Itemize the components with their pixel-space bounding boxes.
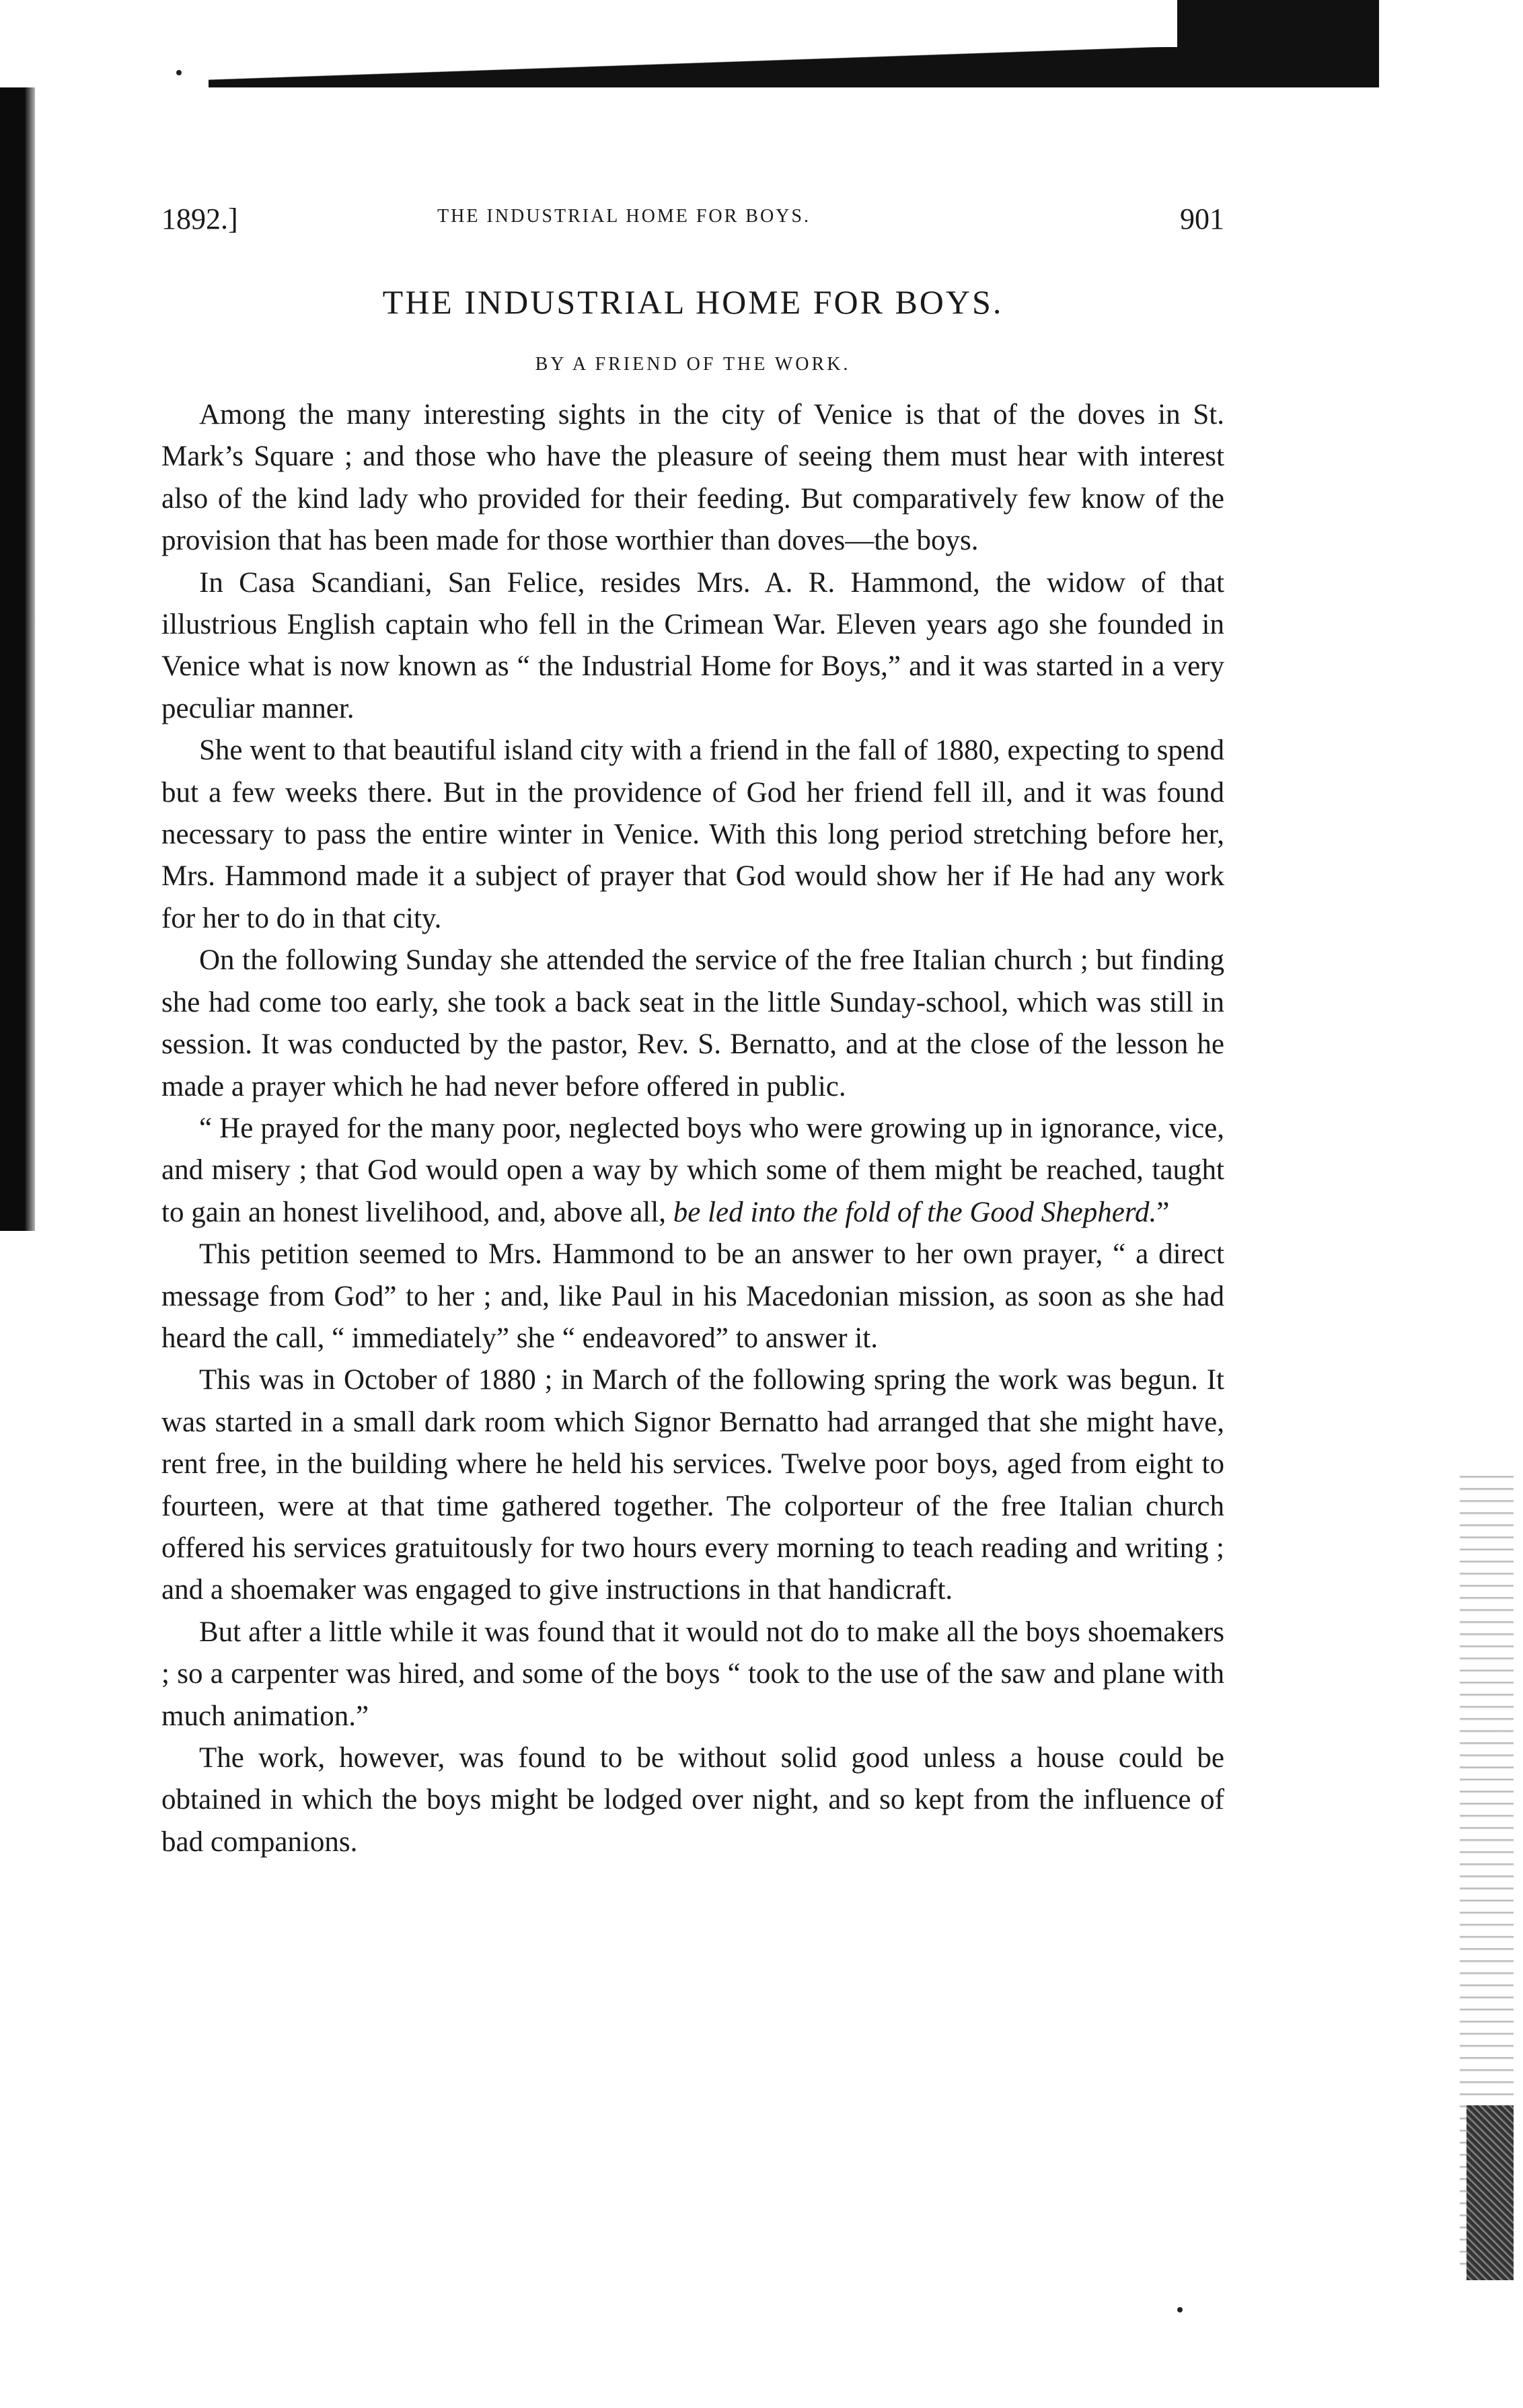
scan-artifact-left-edge: [0, 87, 35, 1231]
paragraph: But after a little while it was found that it would not do to make all the boys shoemakers ; so a carpenter was hired, and some of the boys “ took to the use of the saw and plane with much animation.”: [161, 1616, 1224, 1732]
scan-artifact-top-corner: [1177, 0, 1379, 87]
document-page: [161, 202, 1224, 1863]
quote-close: ”: [1156, 1196, 1170, 1228]
quote-italic: be led into the fold of the Good Shepherd.: [673, 1196, 1157, 1228]
scan-artifact-dot: [1177, 2307, 1183, 2312]
quote-text: “ He prayed for the many poor, neglected boys who were growing up in ignorance, vice, and misery ; that God would open a way by which some of them might be reached, taught to gain an honest livelihood, and, above all,: [161, 1112, 1224, 1228]
paragraph: Among the many interesting sights in the city of Venice is that of the doves in St. Mark’s Square ; and those who have the pleasure of seeing them must hear with interest also of the kind lady who provided for their feeding. But comparatively few know of the provision that has been made for those worthier than doves—the boys.: [161, 399, 1224, 557]
article-byline: BY A FRIEND OF THE WORK.: [535, 354, 851, 375]
scan-artifact-dot: [176, 70, 182, 75]
paragraph: This petition seemed to Mrs. Hammond to be an answer to her own prayer, “ a direct message from God” to her ; and, like Paul in his Macedonian mission, as soon as she had heard the call, “ immediately” she “ endeavored” to answer it.: [161, 1238, 1224, 1354]
scan-artifact-right-edge-dark: [1466, 2105, 1514, 2280]
paragraph-quote: [161, 1108, 1224, 1234]
article-title: THE INDUSTRIAL HOME FOR BOYS.: [382, 283, 1004, 321]
paragraph: This was in October of 1880 ; in March of the following spring the work was begun. It was started in a small dark room which Signor Bernatto had arranged that she might have, rent free, in the building where he held his services. Twelve poor boys, aged from eight to fourteen, were at that time gathered together. The colporteur of the free Italian church offered his services gratuitously for two hours every morning to teach reading and writing ; and a shoemaker was engaged to give instructions in that handicraft.: [161, 1364, 1224, 1606]
paragraph: In Casa Scandiani, San Felice, resides Mrs. A. R. Hammond, the widow of that illustrious English captain who fell in the Crimean War. Eleven years ago she founded in Venice what is now known as “ the Industrial Home for Boys,” and it was started in a very peculiar manner.: [161, 566, 1224, 724]
paragraph: The work, however, was found to be without solid good unless a house could be obtained in which the boys might be lodged over night, and so kept from the influence of bad companions.: [161, 1742, 1224, 1858]
running-head: [161, 202, 1224, 249]
paragraph: She went to that beautiful island city with a friend in the fall of 1880, expecting to spend but a few weeks there. But in the providence of God her friend fell ill, and it was found necessary to pass the entire winter in Venice. With this long period stretching before her, Mrs. Hammond made it a subject of prayer that God would show her if He had any work for her to do in that city.: [161, 735, 1224, 934]
running-head-title: THE INDUSTRIAL HOME FOR BOYS.: [437, 206, 811, 227]
page-number: 901: [1180, 202, 1224, 235]
running-head-year: 1892.]: [161, 202, 238, 235]
article-body: [161, 394, 1224, 1863]
paragraph: On the following Sunday she attended the service of the free Italian church ; but finding she had come too early, she took a back seat in the little Sunday-school, which was still in session. It was conducted by the pastor, Rev. S. Bernatto, and at the close of the lesson he made a prayer which he had never before offered in public.: [161, 944, 1224, 1102]
